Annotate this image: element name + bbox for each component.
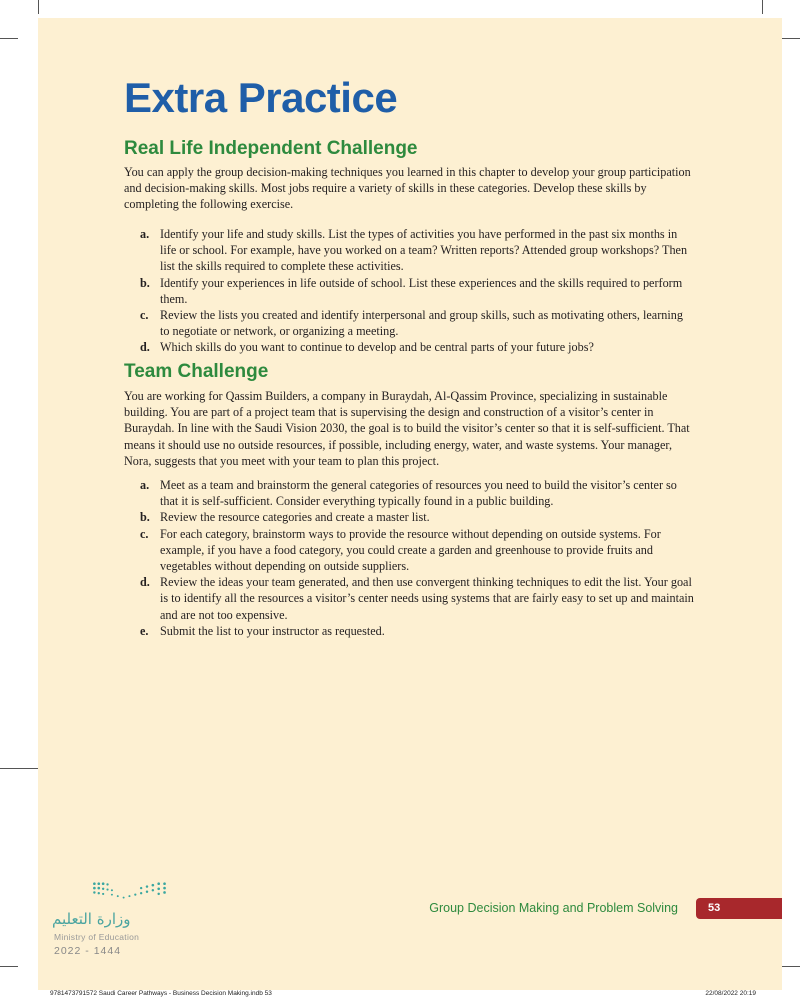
- list-item: [140, 526, 695, 575]
- item-text: For each category, brainstorm ways to provide the resource without depending on outside systems. For example, if you have a food category, you could create a garden and greenhouse to provide fruits and vegetables without depending on outside suppliers.: [160, 526, 661, 574]
- item-text: Review the lists you created and identify interpersonal and group skills, such as motivating others, learning to negotiate or network, or organizing a meeting.: [160, 308, 683, 339]
- ministry-logo-year: 2022 - 1444: [54, 945, 122, 957]
- crop-mark: [0, 38, 18, 39]
- item-letter: d.: [140, 340, 150, 355]
- item-letter: b.: [140, 510, 150, 525]
- print-slug-date: 22/08/2022 20:19: [705, 990, 756, 997]
- ministry-logo-dots-icon: [90, 876, 185, 906]
- section-intro-team: You are working for Qassim Builders, a company in Buraydah, Al-Qassim Province, specializing in sustainable building. You are part of a project team that is supervising the design and construction of a visitor’s center in Buraydah. In line with the Saudi Vision 2030, the goal is to build the visitor’s center so that it is self-sufficient. That means it should use no outside resources, if possible, including energy, water, and waste systems. Your manager, Nora, suggests that you meet with your team to plan this project.: [124, 389, 690, 468]
- section-intro-real-life: You can apply the group decision-making techniques you learned in this chapter to develop your group participation and decision-making skills. Most jobs require a variety of skills in these categories. Develop these skills by completing the following exercise.: [124, 165, 691, 212]
- item-text: Review the resource categories and create a master list.: [160, 510, 430, 525]
- item-letter: e.: [140, 623, 149, 638]
- item-letter: a.: [140, 478, 150, 492]
- item-letter: b.: [140, 275, 150, 290]
- item-text: Meet as a team and brainstorm the general categories of resources you need to build the visitor’s center so that it is self-sufficient. Consider everything typically found in a public building.: [160, 478, 677, 509]
- crop-mark: [762, 0, 763, 14]
- ministry-logo-arabic: وزارة التعليم: [52, 910, 131, 928]
- item-letter: a.: [140, 227, 150, 241]
- list-item: [140, 226, 695, 275]
- crop-mark: [782, 38, 800, 39]
- list-item: [140, 307, 695, 339]
- list-item: [140, 574, 695, 623]
- item-text: Which skills do you want to continue to develop and be central parts of your future jobs?: [160, 340, 594, 355]
- ministry-logo-english: Ministry of Education: [54, 932, 140, 942]
- item-text: Submit the list to your instructor as requested.: [160, 623, 385, 638]
- item-letter: c.: [140, 308, 149, 323]
- list-item: [140, 339, 695, 355]
- crop-mark: [0, 966, 18, 967]
- page-number-badge: 53: [696, 898, 782, 919]
- item-text: Identify your experiences in life outside of school. List these experiences and the skills required to perform them.: [160, 275, 683, 306]
- exercise-list-team: [140, 477, 695, 639]
- list-item: [140, 275, 695, 307]
- crop-mark: [0, 768, 38, 769]
- exercise-list-real-life: [140, 226, 695, 356]
- item-letter: d.: [140, 575, 150, 590]
- item-text: Identify your life and study skills. List the types of activities you have performed in the past six months in life or school. For example, have you worked on a team? Written reports? Attended group workshops? Then list the skills required to complete these activities.: [160, 227, 688, 274]
- item-letter: c.: [140, 526, 149, 541]
- crop-mark: [38, 0, 39, 14]
- list-item: [140, 623, 695, 639]
- list-item: [140, 477, 695, 509]
- section-heading-team: Team Challenge: [124, 361, 269, 382]
- print-slug-file: 9781473791572 Saudi Career Pathways - Business Decision Making.indb 53: [50, 990, 272, 997]
- section-heading-real-life: Real Life Independent Challenge: [124, 138, 418, 159]
- list-item: [140, 509, 695, 525]
- crop-mark: [782, 966, 800, 967]
- footer-chapter-title: Group Decision Making and Problem Solving: [429, 901, 678, 915]
- page-title: Extra Practice: [124, 74, 398, 121]
- item-text: Review the ideas your team generated, and then use convergent thinking techniques to edit the list. Your goal is to identify all the resources a visitor’s center needs using systems that are fairly easy to set up and maintain and are not too expensive.: [160, 575, 694, 622]
